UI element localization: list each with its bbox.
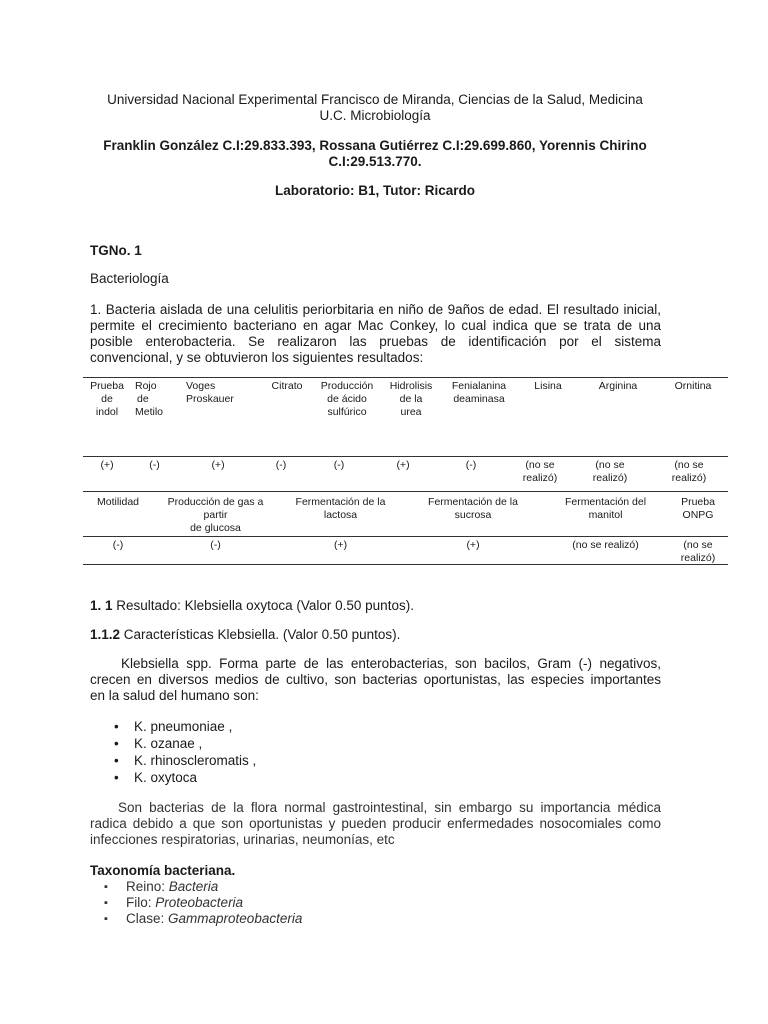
question-1-line-4: convencional, y se obtuvieron los siguientes resultados: <box>90 350 424 365</box>
klebsiella-paragraph-1 <box>90 656 661 704</box>
lab-line: Laboratorio: B1, Tutor: Ricardo <box>274 183 475 198</box>
table1-value-cell: (no se realizó) <box>671 459 707 484</box>
topic-title: Bacteriología <box>90 271 169 286</box>
table2-mid-rule <box>83 536 728 537</box>
list-item: • K. pneumoniae , <box>90 718 256 735</box>
authors-line-2: C.I:29.513.770. <box>328 154 422 169</box>
table1-value-cell: (no se realizó) <box>592 459 628 484</box>
table1-header-cell: Hidrolisis de la urea <box>389 380 433 418</box>
table1-header-cell: Citrato <box>271 380 303 392</box>
table1-value-cell: (-) <box>465 459 477 471</box>
table1-header-cell: Voges Proskauer <box>186 380 234 405</box>
table2-header-cell: Producción de gas a partir de glucosa <box>167 496 264 534</box>
species-list <box>90 718 256 786</box>
university-header <box>90 92 660 124</box>
klebsiella-p2-line-3: infecciones respiratorias, urinarias, neumonías, etc <box>90 832 395 847</box>
table1-value-cell: (no se realizó) <box>522 459 558 484</box>
list-item: • K. ozanae , <box>90 735 256 752</box>
authors-line-1: Franklin González C.I:29.833.393, Rossana Gutiérrez C.I:29.699.860, Yorennis Chirino <box>103 138 647 153</box>
question-1-line-1: 1. Bacteria aislada de una celulitis periorbitaria en niño de 9años de edad. El resultado inicial, <box>90 302 661 317</box>
table1-top-rule <box>83 377 728 378</box>
table2-header-row <box>83 496 728 535</box>
list-item: • K. oxytoca <box>90 769 256 786</box>
tg-number: TGNo. 1 <box>90 243 142 258</box>
table1-header-cell: Prueba de indol <box>90 380 124 418</box>
list-item: ▪ Reino: Bacteria <box>90 879 302 895</box>
table2-value-cell: (no se realizó) <box>680 539 716 564</box>
table1-header-cell: Fenialanina deaminasa <box>451 380 507 405</box>
table1-value-cell: (-) <box>333 459 345 471</box>
table2-value-cell: (-) <box>112 539 124 551</box>
university-line-2: U.C. Microbiología <box>319 108 431 123</box>
table1-value-cell: (-) <box>275 459 287 471</box>
table1-header-cell: Producción de ácido sulfúrico <box>320 380 374 418</box>
table2-value-cell: (+) <box>466 539 480 551</box>
result-2 <box>90 627 661 643</box>
klebsiella-p1-line-2: crecen en diversos medios de cultivo, son bacterias oportunistas, las especies importantes <box>90 672 661 687</box>
result-1-number: 1. 1 <box>90 598 113 613</box>
klebsiella-p1-line-3: en la salud del humano son: <box>90 688 259 703</box>
table1-header-cell: Ornitina <box>674 380 712 392</box>
taxonomy-title: Taxonomía bacteriana. <box>90 863 236 878</box>
table1-header-row <box>83 380 728 419</box>
table2-value-row <box>83 539 728 565</box>
table2-header-cell: Prueba ONPG <box>681 496 715 521</box>
question-1-line-2: permite el crecimiento bacteriano en agar Mac Conkey, lo cual indica que se trata de una <box>90 318 661 333</box>
klebsiella-p1-line-1: Klebsiella spp. Forma parte de las enterobacterias, son bacilos, Gram (-) negativos, <box>121 656 661 671</box>
table1-value-row <box>83 459 728 485</box>
table1-header-cell: Lisina <box>534 380 562 392</box>
authors <box>90 138 660 170</box>
table2-value-cell: (-) <box>210 539 221 551</box>
university-line-1: Universidad Nacional Experimental Francisco de Miranda, Ciencias de la Salud, Medicina <box>107 92 643 107</box>
klebsiella-paragraph-2 <box>90 800 661 848</box>
table2-bottom-rule <box>83 564 728 565</box>
table1-value-cell: (+) <box>211 459 225 471</box>
question-1 <box>90 302 661 366</box>
table2-header-cell: Motilidad <box>96 496 140 508</box>
table1-mid-rule <box>83 456 728 457</box>
table1-value-cell: (+) <box>100 459 114 471</box>
table2-header-cell: Fermentación del manitol <box>564 496 647 521</box>
list-item: ▪ Filo: Proteobacteria <box>90 895 302 911</box>
list-item: ▪ Clase: Gammaproteobacteria <box>90 911 302 927</box>
table2-value-cell: (no se realizó) <box>572 539 639 551</box>
result-1 <box>90 598 661 614</box>
table1-value-cell: (-) <box>149 459 160 471</box>
table2-value-cell: (+) <box>333 539 348 551</box>
table2-header-cell: Fermentación de la lactosa <box>295 496 386 521</box>
result-2-text: Características Klebsiella. (Valor 0.50 puntos). <box>120 627 401 642</box>
table2-header-cell: Fermentación de la sucrosa <box>428 496 518 521</box>
table2-top-rule <box>83 491 728 492</box>
table1-header-cell: Rojo de Metilo <box>135 380 164 418</box>
list-item: • K. rhinoscleromatis , <box>90 752 256 769</box>
table1-value-cell: (+) <box>396 459 410 471</box>
klebsiella-p2-line-2: radica debido a que son oportunistas y pueden producir enfermedades nosocomiales como <box>90 816 661 831</box>
question-1-line-3: posible enterobacteria. Se realizaron las pruebas de identificación por el sistema <box>90 334 661 349</box>
result-2-number: 1.1.2 <box>90 627 121 642</box>
table1-header-cell: Arginina <box>598 380 638 392</box>
klebsiella-p2-line-1: Son bacterias de la flora normal gastrointestinal, sin embargo su importancia médica <box>118 800 661 815</box>
result-1-text: Resultado: Klebsiella oxytoca (Valor 0.50 puntos). <box>112 598 414 613</box>
taxonomy-list <box>90 879 302 927</box>
